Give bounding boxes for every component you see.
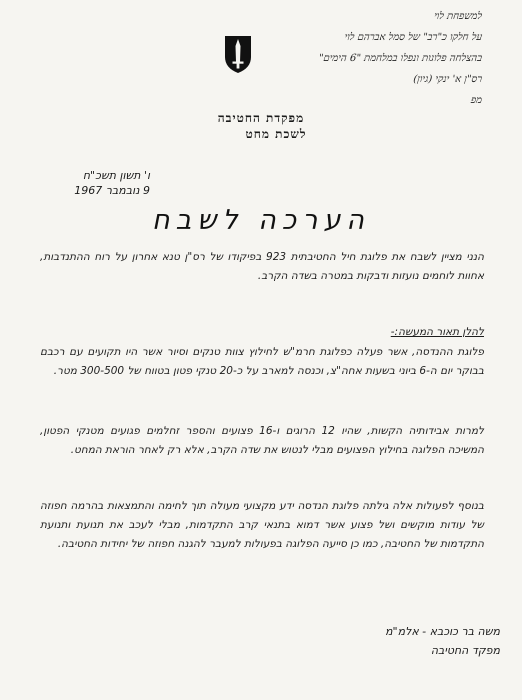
sword-shield-emblem-icon (222, 33, 254, 75)
document-title: הערכה לשבח (151, 205, 370, 236)
body-paragraph: למרות אבידותיה הקשות, שהיו 12 הרוגים ו-16 פצועים והספר זחלמים פגועים מטנקי הפטון, המשיכה הפלוגה בחילוץ הפצועים מבלי לנטוש את שדה הקרב, אלא רק לאחר הוראת המחט. (40, 425, 484, 456)
body-paragraph: בנוסף לפעולות אלה גילתה פלוגת הנדסה ידע מקצועי מעולה תוך לחימה והתמצאות בהרמה חפוזה של עודות מוקשים ושל פצוע אשר דמוא בתנאי קרב התקדמות, מבלי לעכב את תנועת ותנועת התקדמות של החטיבה, כמו כן סייעה הפלוגה בפעולות למעבר להגנה חפוזה של יחידות החטיבה. (40, 500, 484, 550)
signature-block (360, 622, 500, 660)
note-line: מפ (470, 95, 483, 106)
signature-title: מפקד החטיבה (430, 644, 500, 657)
note-line: בהצלחה פלוגות ונפלו במלחמת "6 הימים" (318, 53, 483, 64)
unit-name: מפקדת החטיבה (217, 111, 305, 125)
note-line: על חלקו כ"רב" של סמל אברהם לוי (343, 32, 483, 43)
body-paragraph: פלוגת ההנדסה, אשר פעלה כפלוגת חרמ"ש לחילוץ צוות טנקים וסיור אשר היו תקועים עם רכבם בבוקר יום ה-6 ביוני בשעות אחה"צ, וכנסה למארב על כ-20 טנקי פטון בטווח של 300-500 מטר. (40, 346, 484, 377)
gregorian-date: 9 נובמבר 1967 (74, 184, 150, 197)
signature-name: משה בר כוכבא - אלמ"מ (385, 625, 500, 638)
section-heading: להלן תאור המעשה:- (390, 326, 484, 338)
intro-paragraph: הנני מציין לשבח את פלוגת חיל החטיבתית 923 בפיקודו של רס"ן טנא אחרון על רוח ההתנדבות, אחוות לוחמים נועזות ודבקות במטרה בשדה הקרב. (40, 251, 484, 282)
note-line: למשפחת לוי (433, 11, 483, 22)
date-block (30, 168, 150, 198)
hebrew-date: ו' תשון תשכ"ח (82, 169, 150, 182)
unit-header (0, 110, 522, 142)
office-name: לשכת מחט (245, 127, 307, 141)
note-line: רס"ן א' ינקי (גיון) (412, 74, 483, 85)
